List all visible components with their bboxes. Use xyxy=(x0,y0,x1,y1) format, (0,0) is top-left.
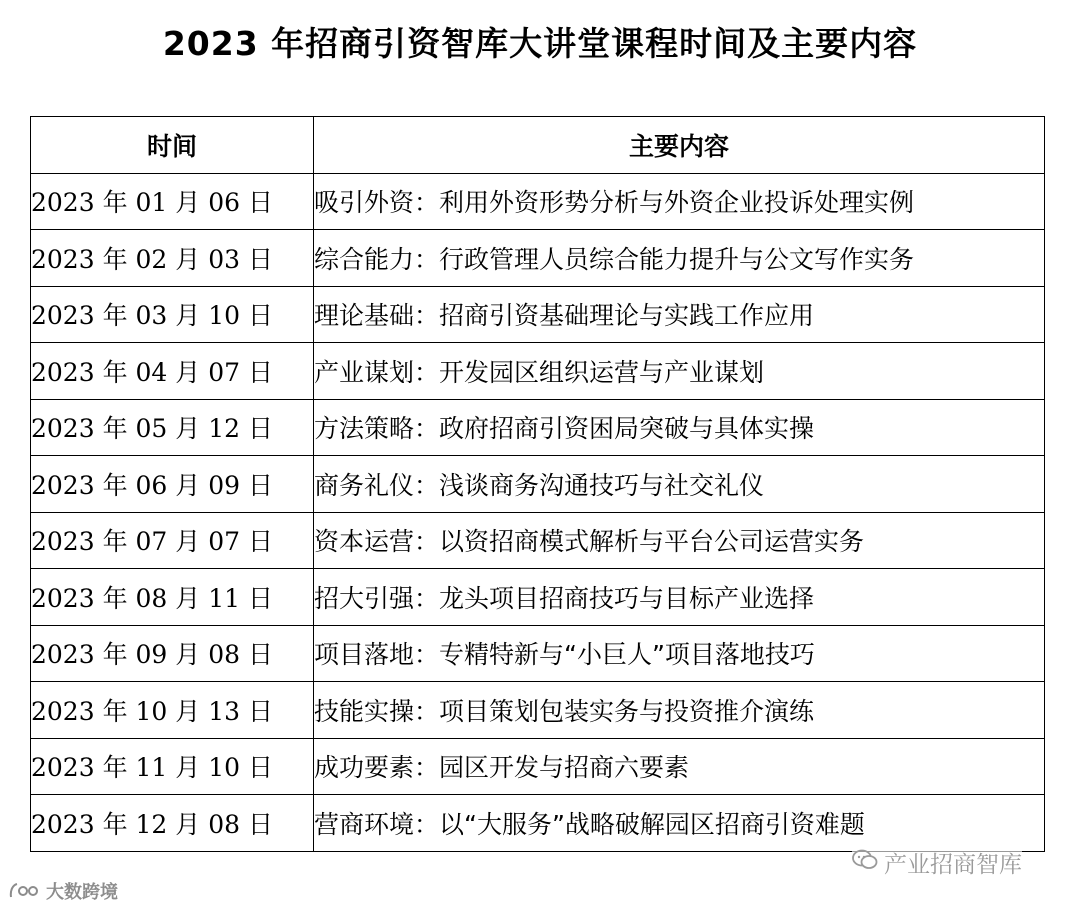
row-date: 2023 年 12 月 08 日 xyxy=(31,795,314,852)
logo-icon xyxy=(8,881,42,901)
table-row xyxy=(31,569,1045,626)
row-date: 2023 年 02 月 03 日 xyxy=(31,230,314,287)
row-content: 招大引强：龙头项目招商技巧与目标产业选择 xyxy=(314,569,1045,626)
table-row xyxy=(31,512,1045,569)
row-content: 方法策略：政府招商引资困局突破与具体实操 xyxy=(314,399,1045,456)
row-date: 2023 年 06 月 09 日 xyxy=(31,456,314,513)
table-row xyxy=(31,738,1045,795)
table-row xyxy=(31,399,1045,456)
row-content: 成功要素：园区开发与招商六要素 xyxy=(314,738,1045,795)
row-content: 资本运营：以资招商模式解析与平台公司运营实务 xyxy=(314,512,1045,569)
row-date: 2023 年 10 月 13 日 xyxy=(31,682,314,739)
row-date: 2023 年 01 月 06 日 xyxy=(31,173,314,230)
watermark-right-text: 产业招商智库 xyxy=(884,852,1022,878)
table-row xyxy=(31,456,1045,513)
row-content: 商务礼仪：浅谈商务沟通技巧与社交礼仪 xyxy=(314,456,1045,513)
row-content: 项目落地：专精特新与“小巨人”项目落地技巧 xyxy=(314,625,1045,682)
table-row xyxy=(31,795,1045,852)
table-row xyxy=(31,173,1045,230)
table-row xyxy=(31,343,1045,400)
row-content: 综合能力：行政管理人员综合能力提升与公文写作实务 xyxy=(314,230,1045,287)
row-content: 吸引外资：利用外资形势分析与外资企业投诉处理实例 xyxy=(314,173,1045,230)
row-date: 2023 年 08 月 11 日 xyxy=(31,569,314,626)
row-date: 2023 年 11 月 10 日 xyxy=(31,738,314,795)
row-content: 产业谋划：开发园区组织运营与产业谋划 xyxy=(314,343,1045,400)
table-row xyxy=(31,625,1045,682)
row-content: 技能实操：项目策划包装实务与投资推介演练 xyxy=(314,682,1045,739)
header-content: 主要内容 xyxy=(314,117,1045,174)
row-content: 理论基础：招商引资基础理论与实践工作应用 xyxy=(314,286,1045,343)
header-time: 时间 xyxy=(31,117,314,174)
row-date: 2023 年 07 月 07 日 xyxy=(31,512,314,569)
wechat-icon xyxy=(852,849,878,877)
schedule-table xyxy=(30,116,1045,852)
row-content: 营商环境：以“大服务”战略破解园区招商引资难题 xyxy=(314,795,1045,852)
table-row xyxy=(31,286,1045,343)
table-header-row xyxy=(31,117,1045,174)
watermark-left xyxy=(8,878,118,904)
table-row xyxy=(31,230,1045,287)
row-date: 2023 年 04 月 07 日 xyxy=(31,343,314,400)
watermark-right xyxy=(852,846,1022,879)
table-row xyxy=(31,682,1045,739)
watermark-left-text: 大数跨境 xyxy=(46,882,118,903)
row-date: 2023 年 05 月 12 日 xyxy=(31,399,314,456)
page-title: 2023 年招商引资智库大讲堂课程时间及主要内容 xyxy=(162,24,918,63)
row-date: 2023 年 09 月 08 日 xyxy=(31,625,314,682)
row-date: 2023 年 03 月 10 日 xyxy=(31,286,314,343)
